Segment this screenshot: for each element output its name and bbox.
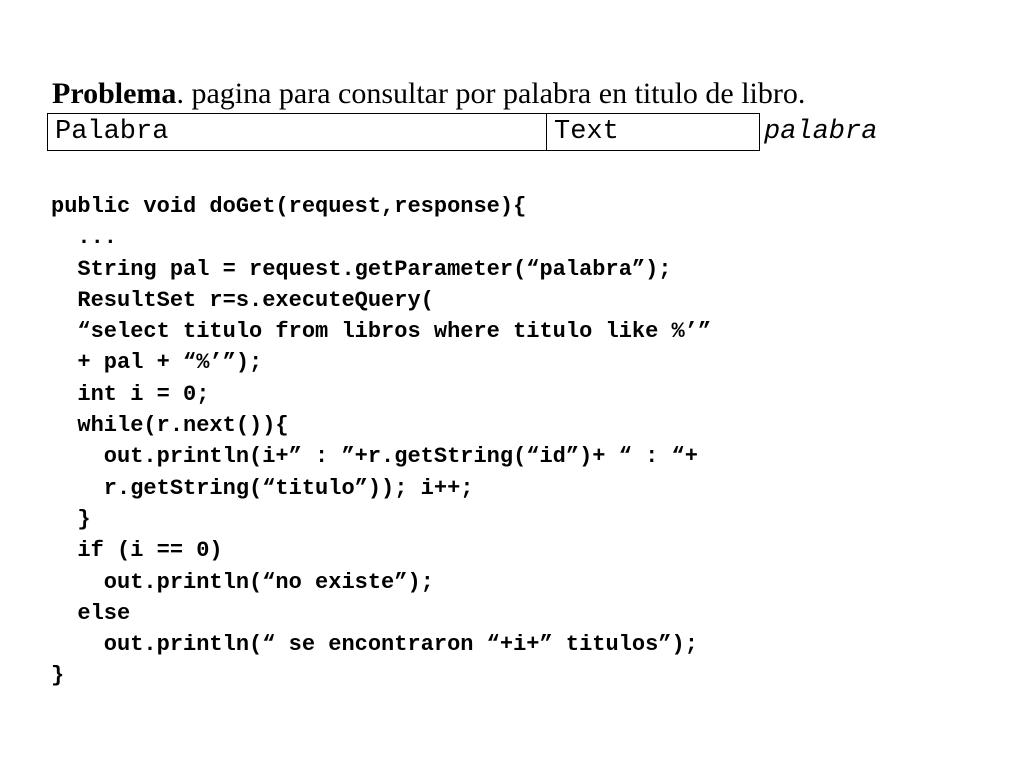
form-field-table [47,113,760,151]
field-name-label: palabra [764,117,878,147]
code-line: public void doGet(request,response){ [51,194,527,219]
field-type-cell: Text [547,114,760,151]
code-line: out.println(“ se encontraron “+i+” titulos”); [51,632,698,658]
code-line: String pal = request.getParameter(“palabra”); [51,256,672,282]
code-line: while(r.next()){ [51,413,289,439]
code-line: else [51,600,131,626]
code-block [51,191,711,692]
code-line: out.println(“no existe”); [51,569,434,595]
problem-statement [52,76,805,112]
problem-description: . pagina para consultar por palabra en titulo de libro. [176,77,806,110]
code-line: ResultSet r=s.executeQuery( [51,287,434,313]
code-line: “select titulo from libros where titulo like %’” [51,319,712,345]
code-line: } [51,506,91,532]
form-field-row [48,114,760,151]
code-line: if (i == 0) [51,538,223,564]
code-line: } [51,663,65,689]
code-line: r.getString(“titulo”)); i++; [51,475,474,501]
problem-label: Problema [52,77,177,110]
code-line: + pal + “%’”); [51,350,263,376]
code-line: int i = 0; [51,381,210,407]
field-label-cell: Palabra [48,114,547,151]
code-line: ... [51,225,118,251]
code-line: out.println(i+” : ”+r.getString(“id”)+ “ : “+ [51,444,698,470]
